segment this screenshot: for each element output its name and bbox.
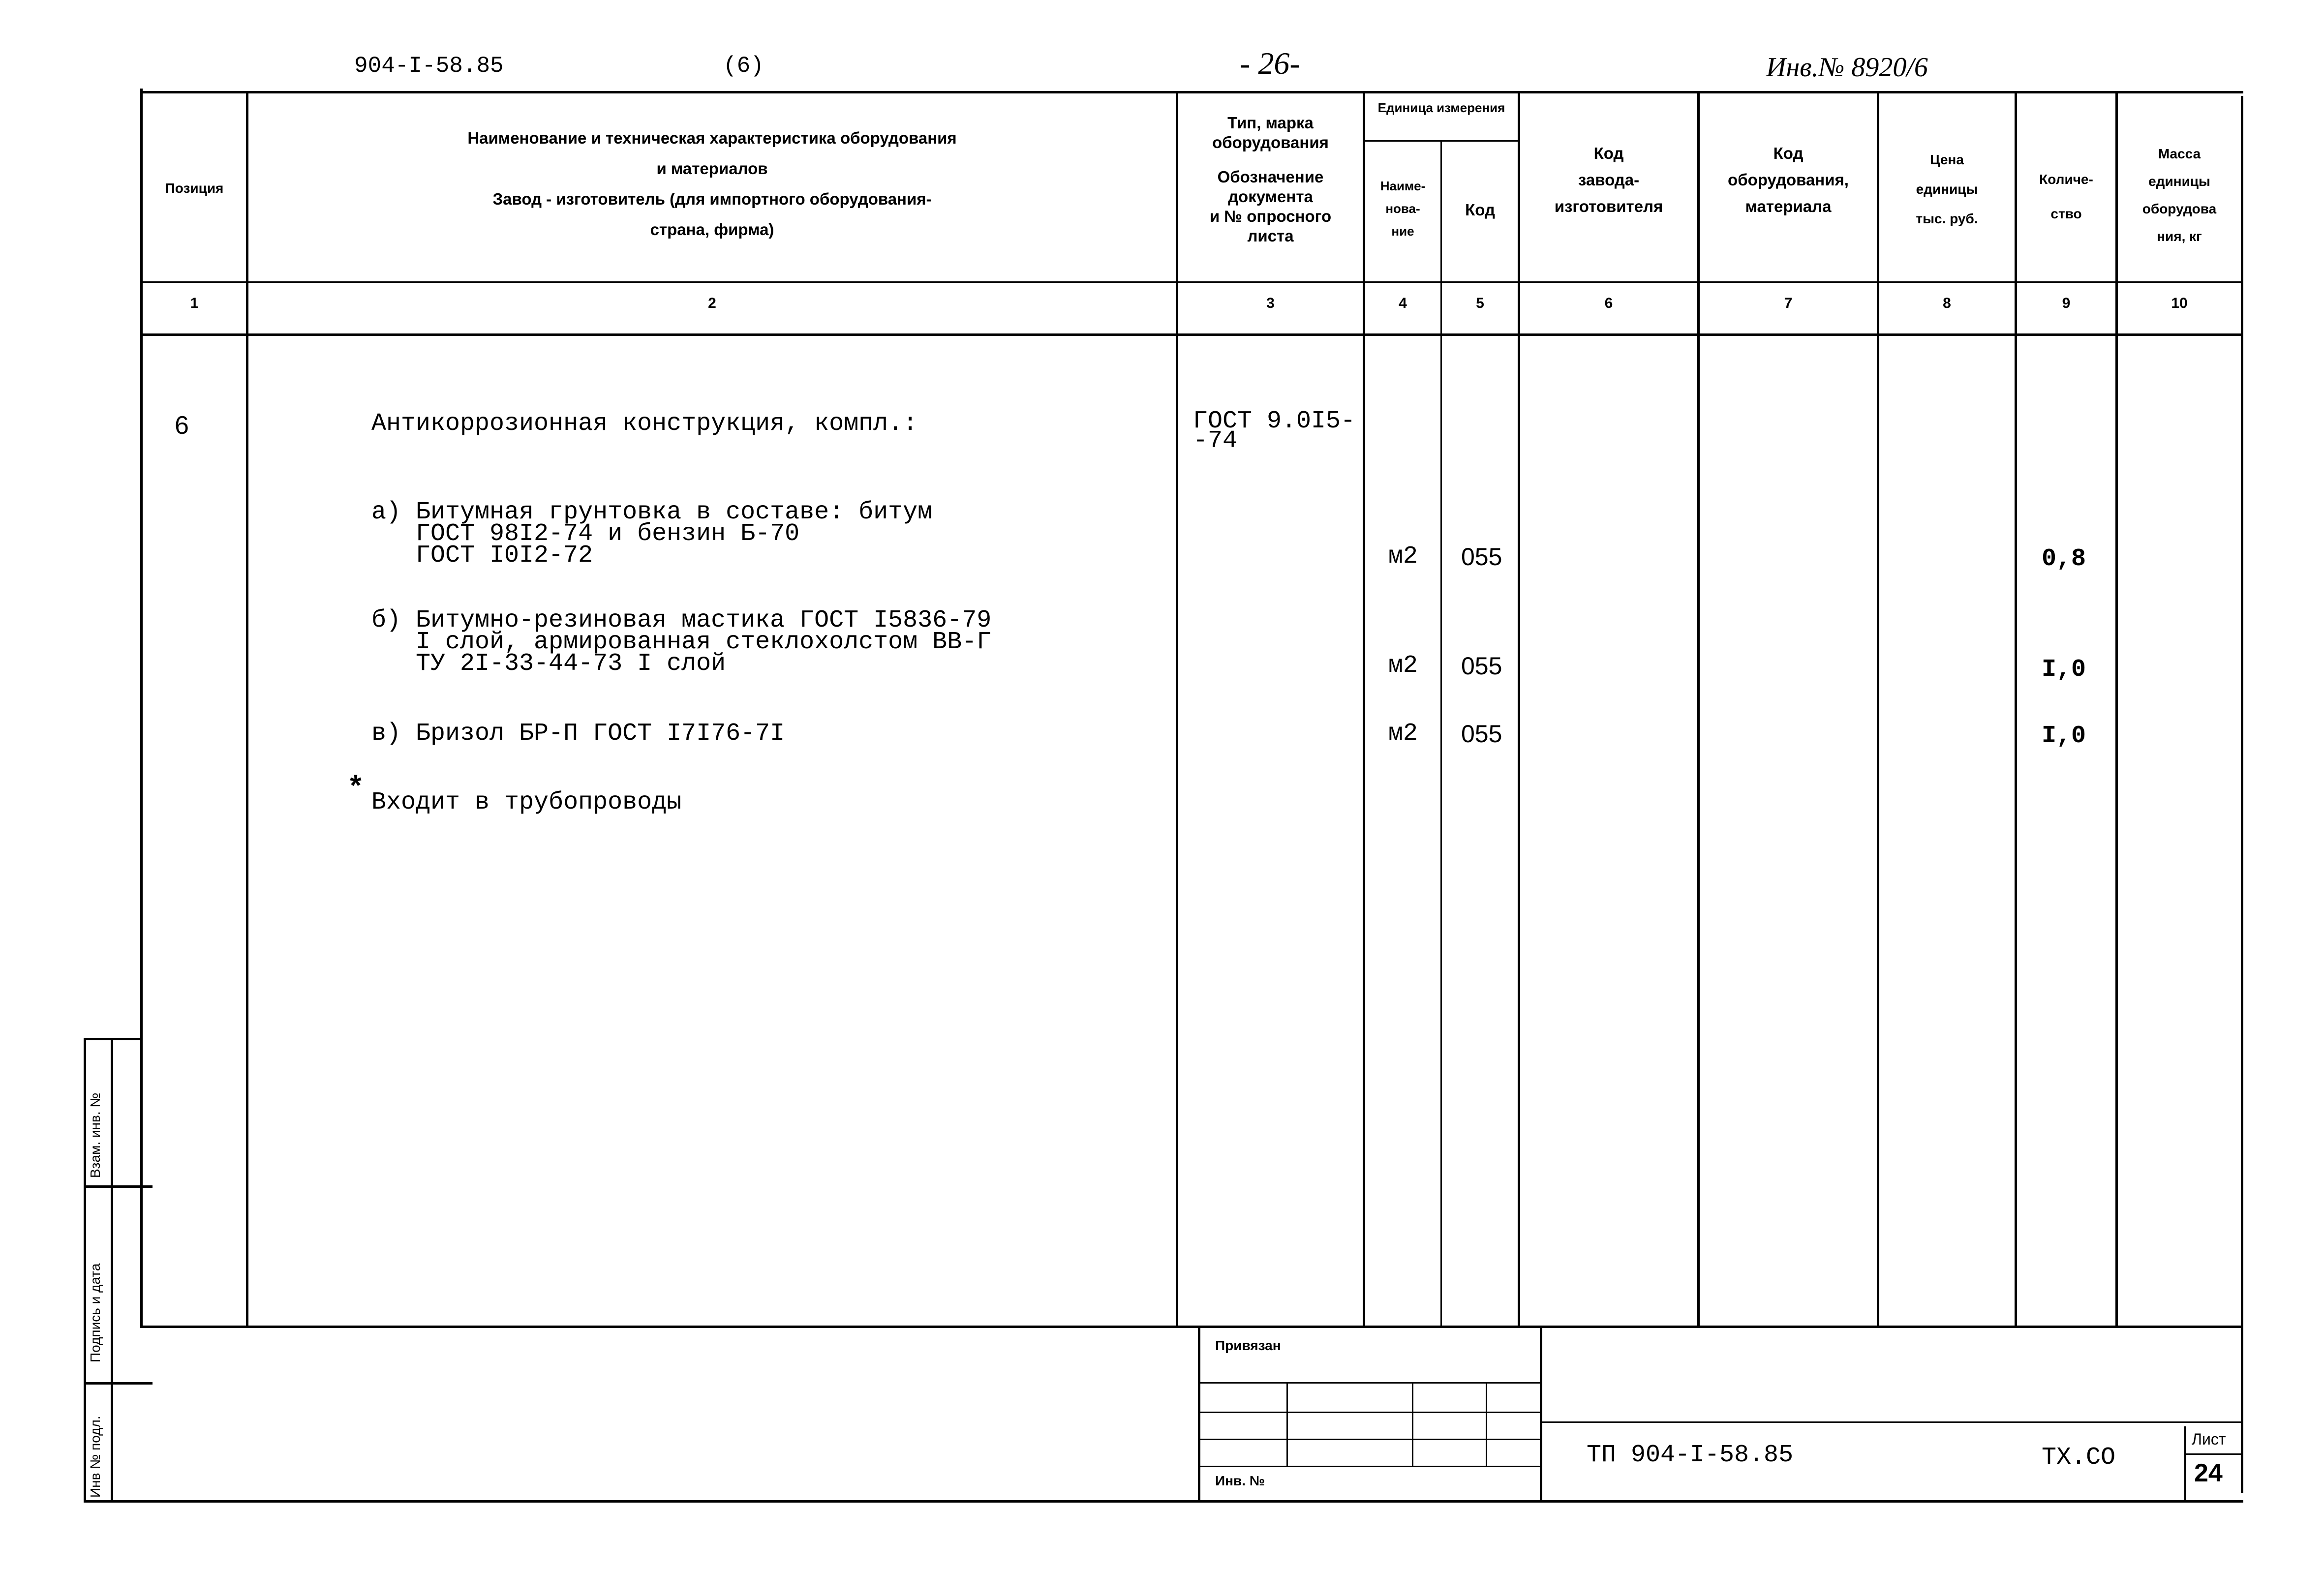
header-unit-name-line1: Наиме- (1380, 179, 1426, 193)
item-a-line1: а) Битумная грунтовка в составе: битум (371, 498, 933, 526)
header-price-line2: единицы (1916, 181, 1978, 197)
sidebar-sep-1 (84, 1185, 153, 1188)
stamp-row-2 (1200, 1412, 1540, 1413)
sheet-box-left (2184, 1426, 2186, 1500)
header-type-line2: оборудования (1212, 133, 1329, 151)
table-bottom (140, 1326, 2243, 1328)
stamp-attached-label: Привязан (1215, 1338, 1281, 1353)
item-a-code: 055 (1461, 543, 1502, 571)
stamp-col-1 (1286, 1382, 1288, 1466)
col-number-8: 8 (1943, 295, 1951, 311)
header-mass-line4: ния, кг (2157, 229, 2202, 244)
item-b-line1: б) Битумно-резиновая мастика ГОСТ I5836-79 (371, 606, 992, 634)
header-plant-code (1520, 140, 1697, 220)
header-equipment-code-line3: материала (1745, 197, 1832, 215)
col-number-9: 9 (2062, 295, 2071, 311)
header-type-line1: Тип, марка (1227, 114, 1314, 132)
col-sep-1 (246, 91, 248, 1326)
col-sep-7 (1877, 91, 1879, 1326)
header-equipment-code (1700, 140, 1877, 220)
header-equipment-code-line2: оборудования, (1728, 171, 1849, 189)
sidebar-left (84, 1038, 86, 1503)
col-number-2: 2 (708, 295, 716, 311)
stamp-row-4 (1200, 1466, 1540, 1467)
header-price (1879, 145, 2015, 234)
col-number-4: 4 (1399, 295, 1407, 311)
header-quantity (2017, 162, 2115, 231)
header-mass-line2: единицы (2148, 174, 2210, 189)
header-mass-line3: оборудова (2142, 201, 2217, 216)
col-number-10: 10 (2171, 295, 2188, 311)
col-number-1: 1 (190, 295, 199, 311)
sidebar-vzam-label: Взам. инв. № (88, 1092, 103, 1178)
sidebar-top (84, 1038, 143, 1040)
item-b-line2: I слой, армированная стеклохолстом ВВ-Г (371, 628, 992, 656)
header-name-line2: и материалов (656, 159, 768, 178)
sidebar-inv-label: Инв № подл. (88, 1416, 103, 1498)
col-sep-2 (1176, 91, 1178, 1326)
item-a-line2: ГОСТ 98I2-74 и бензин Б-70 (371, 520, 800, 548)
header-plant-code-line1: Код (1593, 144, 1624, 162)
col-number-6: 6 (1604, 295, 1613, 311)
header-unit-code: Код (1465, 201, 1495, 219)
header-type-line6: листа (1247, 227, 1294, 245)
colnum-separator (140, 333, 2243, 336)
stamp-left (1198, 1328, 1200, 1500)
header-name-line4: страна, фирма) (650, 220, 774, 239)
item-c-line1: в) Бризол БР-П ГОСТ I7I76-7I (371, 720, 785, 748)
row-title: Антикоррозионная конструкция, компл.: (371, 410, 918, 438)
page-number: - 26- (1240, 46, 1300, 81)
col-number-7: 7 (1784, 295, 1793, 311)
header-name-line3: Завод - изготовитель (для импортного оборудования- (492, 190, 932, 208)
col-number-3: 3 (1266, 295, 1275, 311)
item-b-qty: I,0 (2042, 656, 2086, 684)
sidebar-sep-2 (84, 1382, 153, 1385)
stamp-row-3 (1200, 1439, 1540, 1440)
item-c-unit: м2 (1388, 720, 1418, 748)
col-sep-5 (1518, 91, 1520, 1326)
header-type-line3: Обозначение (1217, 168, 1324, 186)
header-type-block (1178, 113, 1363, 246)
header-equipment-code-line1: Код (1773, 144, 1804, 162)
item-b-unit: м2 (1388, 652, 1418, 680)
stamp-row-1 (1200, 1382, 1540, 1384)
stamp-mid (1540, 1328, 1542, 1500)
header-position: Позиция (165, 181, 224, 196)
header-type-line4: документа (1228, 187, 1313, 206)
frame-right (2241, 96, 2243, 1493)
inventory-number: Инв.№ 8920/6 (1766, 52, 1928, 83)
header-unit-group: Единица измерения (1377, 100, 1505, 115)
col-sep-3 (1363, 91, 1365, 1326)
item-c-code: 055 (1461, 720, 1502, 748)
header-name-block (248, 123, 1176, 245)
sidebar-inner (111, 1038, 113, 1503)
header-unit-name-line2: нова- (1385, 201, 1420, 216)
item-c-qty: I,0 (2042, 722, 2086, 750)
sheet-number: 24 (2194, 1459, 2223, 1487)
sidebar-podpis-label: Подпись и дата (88, 1263, 103, 1362)
header-type-line5: и № опросного (1209, 207, 1332, 225)
item-a-qty: 0,8 (2042, 545, 2086, 573)
header-mass (2118, 140, 2241, 250)
unit-group-line (1363, 140, 1518, 142)
col-sep-8 (2015, 91, 2017, 1326)
frame-left (140, 89, 143, 1328)
frame-top (140, 91, 2243, 93)
row-gost-line2: -74 (1193, 427, 1238, 455)
col-sep-6 (1697, 91, 1700, 1326)
item-b-line3: ТУ 2I-33-44-73 I слой (371, 650, 726, 678)
doc-number: 904-I-58.85 (354, 53, 504, 79)
item-b-code: 055 (1461, 652, 1502, 680)
stamp-col-2 (1412, 1382, 1413, 1466)
header-plant-code-line2: завода- (1578, 171, 1640, 189)
stamp-col-3 (1486, 1382, 1487, 1466)
header-unit-name (1365, 175, 1440, 242)
col-sep-4 (1440, 140, 1442, 1326)
row-gost-line1: ГОСТ 9.0I5- (1193, 407, 1356, 435)
header-separator (140, 281, 2243, 283)
header-mass-line1: Масса (2158, 146, 2201, 161)
item-a-line3: ГОСТ I0I2-72 (371, 542, 593, 570)
frame-bottom (84, 1500, 2243, 1503)
header-name-line1: Наименование и техническая характеристика оборудования (467, 129, 957, 147)
sheet-label: Лист (2192, 1430, 2226, 1448)
header-quantity-line1: Количе- (2039, 172, 2093, 187)
sheet-ref: (6) (723, 53, 764, 79)
stamp-inv-label: Инв. № (1215, 1473, 1265, 1488)
header-price-line1: Цена (1930, 152, 1964, 167)
row-position: 6 (175, 411, 189, 440)
header-price-line3: тыс. руб. (1916, 211, 1978, 226)
titleblock-line (1540, 1421, 2243, 1423)
col-number-5: 5 (1476, 295, 1484, 311)
header-plant-code-line3: изготовителя (1554, 197, 1663, 215)
item-a-unit: м2 (1388, 543, 1418, 571)
col-sep-9 (2115, 91, 2118, 1326)
header-quantity-line2: ство (2050, 206, 2082, 221)
document-code: ТП 904-I-58.85 (1587, 1441, 1794, 1469)
section-code: ТХ.СО (2042, 1444, 2116, 1472)
header-unit-name-line3: ние (1391, 224, 1414, 239)
note-star: * (347, 772, 365, 806)
note-text: Входит в трубопроводы (371, 788, 682, 816)
sheet-box-sep (2184, 1453, 2241, 1455)
